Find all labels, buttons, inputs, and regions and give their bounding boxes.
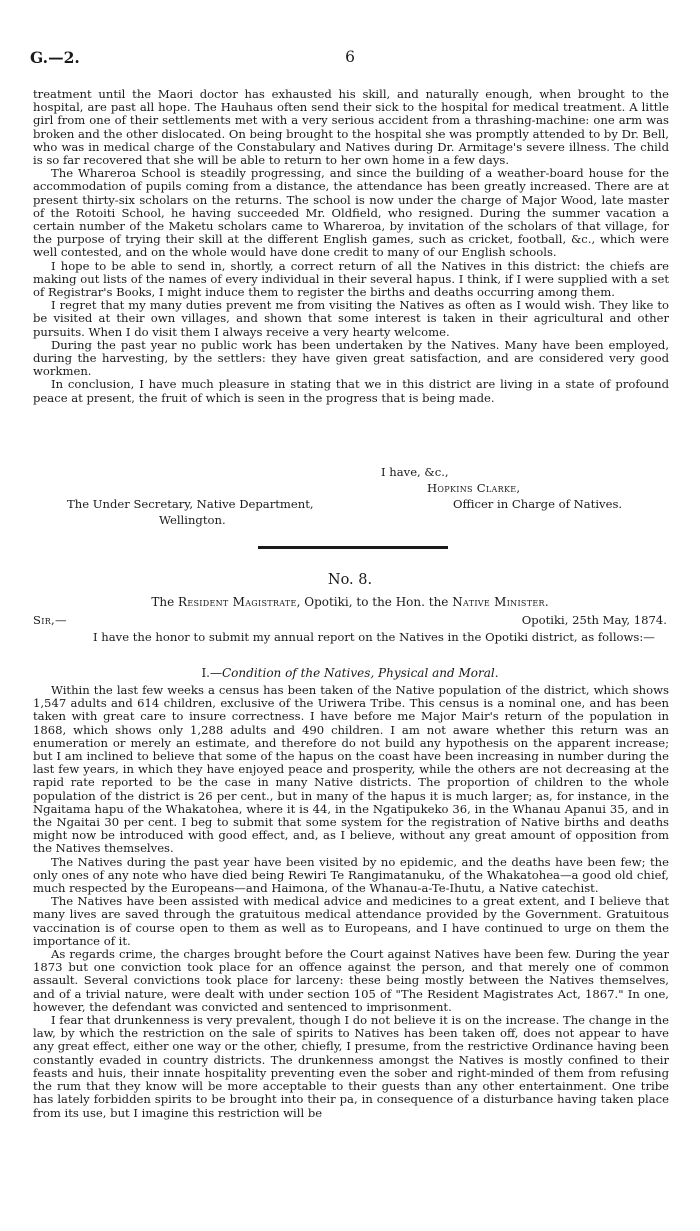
paragraph: treatment until the Maori doctor has exhausted his skill, and naturally enough, when brought to the hospital, are past all hope. The Hauhaus often send their sick to the hospital for medical treatment. A little girl from one of their settlements met with a very serious accident from a thrashing-machine: one arm was broken and the other dislocated. On being brought to the hospital she was promptly attended to by Dr. Bell, who was in medical charge of the Constabulary and Natives during Dr. Armitage's severe illness. The child is so far recovered that she will be able to return to her own home in a few days. <box>33 87 669 168</box>
closing-line: I have, &c., <box>381 465 449 479</box>
paragraph: During the past year no public work has been undertaken by the Natives. Many have been employed, during the harvesting, by the settlers: they have given great satisfaction, and are considered very good workmen. <box>33 337 669 379</box>
addressee: The Under Secretary, Native Department, <box>67 497 314 511</box>
heading-end: . <box>544 595 549 609</box>
salutation: Sir,— <box>33 613 67 627</box>
signatory-title: Officer in Charge of Natives. <box>453 497 623 511</box>
addressee-place: Wellington. <box>159 513 226 527</box>
letter-number: No. 8. <box>327 572 373 588</box>
section-number: I.— <box>201 666 222 680</box>
letter-heading <box>0 595 700 609</box>
paragraph: The Natives have been assisted with medical advice and medicines to a great extent, and I believe that many lives are saved through the gratuitous medical attendance provided by the Government. Gratuitous vaccination is of course open to them as well as to Europeans, and I have continued to urge on them the importance of it. <box>33 894 669 948</box>
signature-block <box>33 466 669 528</box>
heading-prefix: The <box>151 595 175 609</box>
paragraph: I fear that drunkenness is very prevalent, though I do not believe it is on the increase. The change in the law, by which the restriction on the sale of spirits to Natives has been taken off, does not appear to have any great effect, either one way or the other, chiefly, I presume, from the restrictive Ordinance having been constantly evaded in country districts. The drunkenness amongst the Natives is mostly confined to their feasts and huis, their innate hospitality preventing even the sober and right-minded of them from refusing the rum that they know will be more acceptable to their guests than any other entertainment. One tribe has lately forbidden spirits to be brought into their pa, in consequence of a disturbance having taken place from its use, but I imagine this restriction will be <box>33 1013 669 1120</box>
heading-to: Native Minister <box>452 595 545 609</box>
running-header <box>30 48 670 70</box>
paragraph: I regret that my many duties prevent me from visiting the Natives as often as I would wish. They like to be visited at their own villages, and shown that some interest is taken in their agricultural and other pursuits. When I do visit them I always receive a very hearty welcome. <box>33 298 669 339</box>
place-date: Opotiki, 25th May, 1874. <box>521 613 667 627</box>
document-reference: G.—2. <box>30 48 80 67</box>
paragraph: As regards crime, the charges brought before the Court against Natives have been few. During the year 1873 but one conviction took place for an offence against the person, and that merely one of common assault. Several convictions took place for larceny: these being mostly between the Natives themselves, and of a trivial nature, were dealt with under section 105 of "The Resident Magistrates Act, 1867." In one, however, the defendant was convicted and sentenced to imprisonment. <box>33 947 669 1014</box>
paragraph: The Natives during the past year have been visited by no epidemic, and the deaths have been few; the only ones of any note who have died being Rewiri Te Rangimatanuku, of the Whakatohea—a good old chief, much respected by the Europeans—and Haimona, of the Whanau-a-Te-Ihutu, a Native catechist. <box>33 854 669 896</box>
signatory-name: Hopkins Clarke, <box>427 481 521 495</box>
paragraph: I hope to be able to send in, shortly, a correct return of all the Natives in this district: the chiefs are making out lists of the names of every individual in their several hapus. I think, if I were supplied with a set of Registrar's Books, I might induce them to register the births and deaths occurring among them. <box>33 258 669 300</box>
heading-from: Resident Magistrate <box>178 595 297 609</box>
paragraph: The Whareroa School is steadily progressing, and since the building of a weather-board house for the accommodation of pupils coming from a distance, the attendance has been greatly increased. There are at present thirty-six scholars on the returns. The school is now under the charge of Major Wood, late master of the Rotoiti School, he having succeeded Mr. Oldfield, who resigned. During the summer vacation a certain number of the Maketu scholars came to Whareroa, by invitation of the scholars of that village, for the purpose of trying their skill at the different English games, such as cricket, football, &c., which were well contested, and on the whole would have done credit to many of our English schools. <box>33 166 669 260</box>
section-heading <box>0 666 700 680</box>
section-title: Condition of the Natives, Physical and Moral. <box>222 666 499 680</box>
heading-middle: , Opotiki, to the Hon. the <box>296 595 449 609</box>
paragraph: In conclusion, I have much pleasure in stating that we in this district are living in a state of profound peace at present, the fruit of which is seen in the progress that is being made. <box>33 377 669 405</box>
page-number: 6 <box>345 48 355 66</box>
section-divider <box>258 546 448 549</box>
paragraph: Within the last few weeks a census has been taken of the Native population of the district, which shows 1,547 adults and 614 children, exclusive of the Uriwera Tribe. This census is a nominal one, and has been taken with great care to insure correctness. I have before me Major Mair's return of the population in 1868, which shows only 1,288 adults and 490 children. I am not aware whether this return was an enumeration or merely an estimate, and therefore do not build any hypothesis on the apparent increase; but I am inclined to believe that some of the hapus on the coast have been increasing in number during the last few years, in which they have enjoyed peace and prosperity, while the others are not decreasing at the rapid rate reported to be the case in many Native districts. The proportion of children to the whole population of the district is 26 per cent., but in many of the hapus it is much larger; as, for instance, in the Ngaitama hapu of the Whakatohea, where it is 44, in the Ngatipukeko 36, in the Whanau Apanui 35, and in the Ngaitai 30 per cent. I beg to submit that some system for the registration of Native births and deaths might now be introduced with good effect, and, as I believe, without any great amount of opposition from the Natives themselves. <box>33 683 669 856</box>
letter-intro: I have the honor to submit my annual report on the Natives in the Opotiki district, as follows:— <box>93 630 655 644</box>
report-body-top <box>33 88 669 405</box>
report-body-bottom <box>33 684 669 1120</box>
